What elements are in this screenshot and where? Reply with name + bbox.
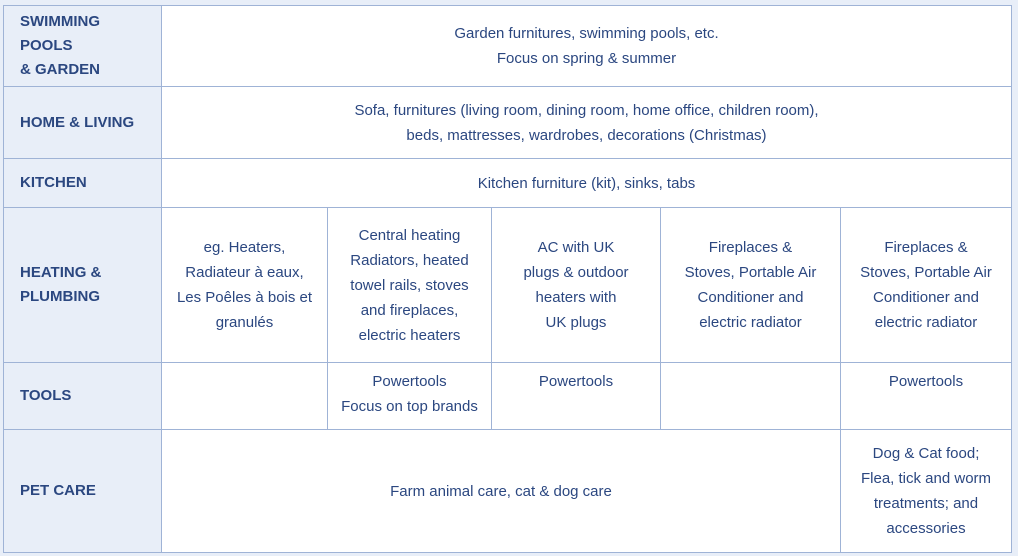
tools-cell-3 xyxy=(492,363,661,430)
category-cell-heating xyxy=(4,208,162,363)
description-cell-home xyxy=(162,87,1012,159)
category-label: TOOLS xyxy=(20,387,72,404)
heating-cell-5 xyxy=(841,208,1012,363)
description-text: Garden furnitures, swimming pools, etc. Focus on spring & summer xyxy=(454,25,719,67)
category-label: SWIMMING POOLS & GARDEN xyxy=(20,13,101,78)
table-row-pet xyxy=(4,430,1012,553)
table-row-pools xyxy=(4,6,1012,87)
cell-text: Central heating Radiators, heated towel rails, stoves and fireplaces, electric heaters xyxy=(350,226,469,344)
table-row-kitchen xyxy=(4,159,1012,208)
cell-text: Powertools Focus on top brands xyxy=(341,373,478,415)
pet-main-cell xyxy=(162,430,841,553)
tools-cell-2 xyxy=(328,363,492,430)
heating-cell-3 xyxy=(492,208,661,363)
category-label: HOME & LIVING xyxy=(20,113,135,131)
cell-text: AC with UK plugs & outdoor heaters with UK plugs xyxy=(523,239,629,331)
table-row-heating xyxy=(4,208,1012,363)
category-cell-pet xyxy=(4,430,162,553)
category-cell-kitchen xyxy=(4,159,162,208)
description-text: Kitchen furniture (kit), sinks, tabs xyxy=(477,174,696,192)
category-label: KITCHEN xyxy=(20,174,87,191)
description-cell-pools xyxy=(162,6,1012,87)
cell-text: Fireplaces & Stoves, Portable Air Conditioner and electric radiator xyxy=(860,239,992,331)
heating-cell-4 xyxy=(661,208,841,363)
table-row-home xyxy=(4,87,1012,159)
cell-text: Farm animal care, cat & dog care xyxy=(390,482,612,500)
heating-cell-2 xyxy=(328,208,492,363)
cell-text: Fireplaces & Stoves, Portable Air Conditioner and electric radiator xyxy=(684,239,817,331)
cell-text: Dog & Cat food; Flea, tick and worm treatments; and accessories xyxy=(860,445,992,537)
category-label: HEATING & PLUMBING xyxy=(20,264,102,305)
category-cell-tools xyxy=(4,363,162,430)
tools-cell-5 xyxy=(841,363,1012,430)
category-cell-home xyxy=(4,87,162,159)
tools-cell-4 xyxy=(661,363,841,430)
description-cell-kitchen xyxy=(162,159,1012,208)
category-label: PET CARE xyxy=(20,482,96,499)
cell-text: eg. Heaters, Radiateur à eaux, Les Poêles à bois et granulés xyxy=(176,239,313,331)
tools-cell-1 xyxy=(162,363,328,430)
cell-text: Powertools xyxy=(888,373,964,390)
table-row-tools xyxy=(4,363,1012,430)
cell-text: Powertools xyxy=(538,373,614,390)
heating-cell-1 xyxy=(162,208,328,363)
category-table xyxy=(3,5,1012,553)
pet-side-cell xyxy=(841,430,1012,553)
category-cell-pools xyxy=(4,6,162,87)
description-text: Sofa, furnitures (living room, dining room, home office, children room), beds, mattresses, wardrobes, decorations (Christmas) xyxy=(354,101,819,144)
